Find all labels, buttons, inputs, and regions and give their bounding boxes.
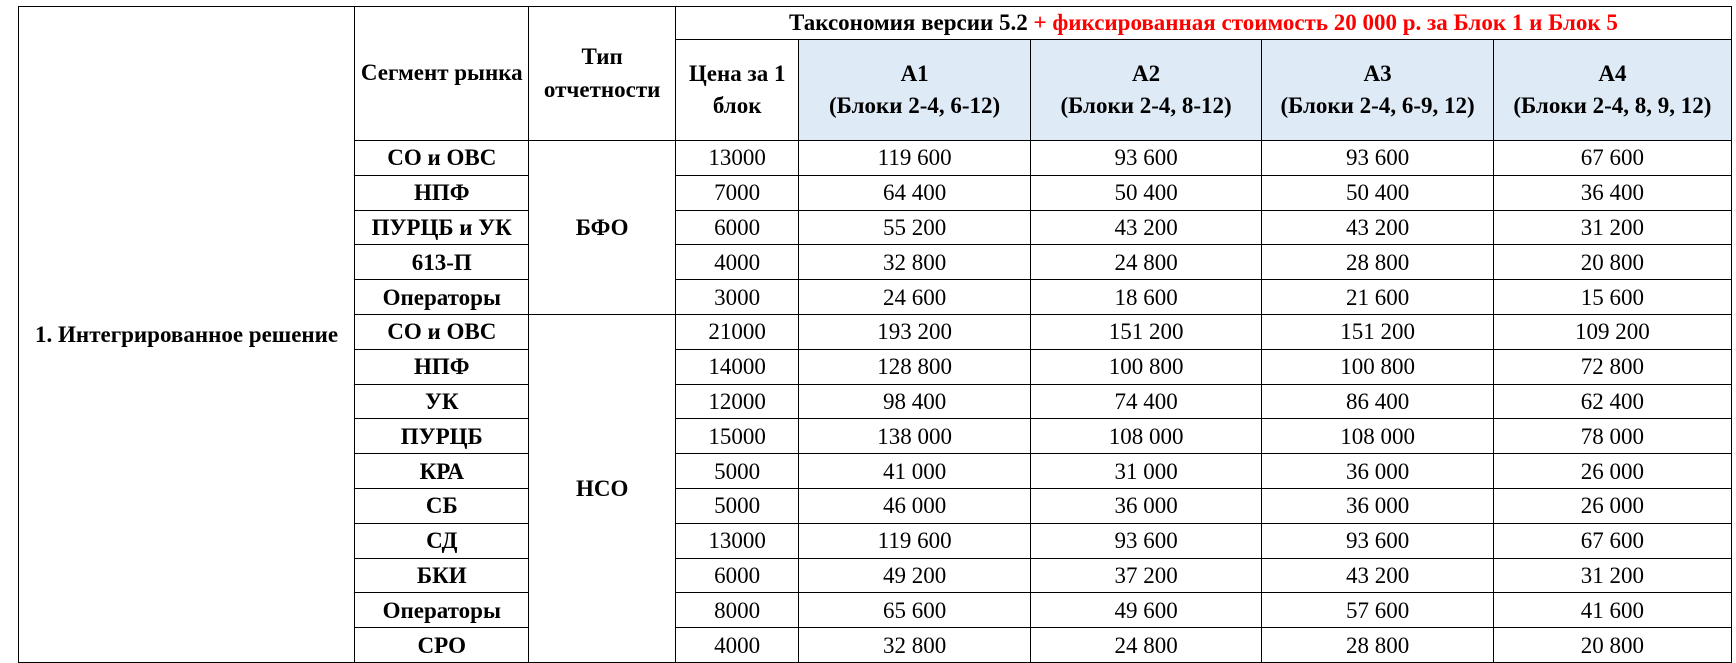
price-cell: 6000 bbox=[675, 210, 798, 245]
segment-cell: Операторы bbox=[355, 593, 529, 628]
segment-cell: НПФ bbox=[355, 175, 529, 210]
tier-blocks: (Блоки 2-4, 8-12) bbox=[1060, 93, 1232, 118]
price-cell: 5000 bbox=[675, 454, 798, 489]
tier-name: А4 bbox=[1598, 60, 1627, 86]
price-per-block-header: Цена за 1 блок bbox=[675, 40, 798, 141]
taxonomy-fixed-cost-note: + фиксированная стоимость 20 000 р. за Блок 1 и Блок 5 bbox=[1027, 10, 1618, 35]
tier-a4-cell: 67 600 bbox=[1493, 523, 1731, 558]
tier-a3-cell: 50 400 bbox=[1262, 175, 1493, 210]
tier-name: А2 bbox=[1132, 60, 1161, 86]
tier-a3-cell: 93 600 bbox=[1262, 141, 1493, 176]
tier-a1-cell: 32 800 bbox=[799, 628, 1030, 663]
tier-a4-cell: 26 000 bbox=[1493, 488, 1731, 523]
segment-cell: СД bbox=[355, 523, 529, 558]
tier-a3-cell: 43 200 bbox=[1262, 210, 1493, 245]
tier-a4-cell: 36 400 bbox=[1493, 175, 1731, 210]
tier-a3-cell: 151 200 bbox=[1262, 314, 1493, 349]
tier-a2-cell: 100 800 bbox=[1030, 349, 1261, 384]
segment-cell: БКИ bbox=[355, 558, 529, 593]
price-cell: 13000 bbox=[675, 523, 798, 558]
pricing-table-container bbox=[18, 6, 1732, 658]
tier-a3-header bbox=[1262, 40, 1493, 141]
tier-a4-cell: 20 800 bbox=[1493, 245, 1731, 280]
price-cell: 8000 bbox=[675, 593, 798, 628]
tier-a1-cell: 98 400 bbox=[799, 384, 1030, 419]
tier-a1-cell: 65 600 bbox=[799, 593, 1030, 628]
tier-a1-cell: 46 000 bbox=[799, 488, 1030, 523]
segment-cell: ПУРЦБ bbox=[355, 419, 529, 454]
tier-a3-cell: 28 800 bbox=[1262, 628, 1493, 663]
tier-a1-cell: 49 200 bbox=[799, 558, 1030, 593]
price-cell: 6000 bbox=[675, 558, 798, 593]
tier-a2-cell: 18 600 bbox=[1030, 280, 1261, 315]
segment-cell: СРО bbox=[355, 628, 529, 663]
tier-a4-cell: 78 000 bbox=[1493, 419, 1731, 454]
tier-a4-cell: 26 000 bbox=[1493, 454, 1731, 489]
tier-a2-cell: 37 200 bbox=[1030, 558, 1261, 593]
tier-a2-cell: 93 600 bbox=[1030, 141, 1261, 176]
price-cell: 21000 bbox=[675, 314, 798, 349]
price-cell: 3000 bbox=[675, 280, 798, 315]
price-cell: 15000 bbox=[675, 419, 798, 454]
tier-blocks: (Блоки 2-4, 6-9, 12) bbox=[1280, 93, 1475, 118]
tier-a3-cell: 36 000 bbox=[1262, 454, 1493, 489]
segment-cell: СБ bbox=[355, 488, 529, 523]
tier-a3-cell: 108 000 bbox=[1262, 419, 1493, 454]
tier-a3-cell: 43 200 bbox=[1262, 558, 1493, 593]
segment-cell: КРА bbox=[355, 454, 529, 489]
tier-a2-cell: 31 000 bbox=[1030, 454, 1261, 489]
tier-blocks: (Блоки 2-4, 6-12) bbox=[829, 93, 1001, 118]
taxonomy-title: Таксономия версии 5.2 bbox=[789, 10, 1028, 35]
tier-a2-cell: 74 400 bbox=[1030, 384, 1261, 419]
tier-a4-cell: 62 400 bbox=[1493, 384, 1731, 419]
tier-a4-cell: 20 800 bbox=[1493, 628, 1731, 663]
price-cell: 4000 bbox=[675, 628, 798, 663]
segment-cell: СО и ОВС bbox=[355, 141, 529, 176]
tier-a3-cell: 100 800 bbox=[1262, 349, 1493, 384]
tier-a4-cell: 41 600 bbox=[1493, 593, 1731, 628]
price-cell: 14000 bbox=[675, 349, 798, 384]
tier-a3-cell: 57 600 bbox=[1262, 593, 1493, 628]
tier-a1-cell: 32 800 bbox=[799, 245, 1030, 280]
tier-a2-cell: 50 400 bbox=[1030, 175, 1261, 210]
price-cell: 4000 bbox=[675, 245, 798, 280]
tier-a2-cell: 36 000 bbox=[1030, 488, 1261, 523]
price-cell: 5000 bbox=[675, 488, 798, 523]
tier-a1-header bbox=[799, 40, 1030, 141]
tier-a4-cell: 67 600 bbox=[1493, 141, 1731, 176]
tier-a3-cell: 28 800 bbox=[1262, 245, 1493, 280]
tier-a2-cell: 108 000 bbox=[1030, 419, 1261, 454]
report-type-cell: НСО bbox=[529, 314, 676, 662]
tier-a2-cell: 24 800 bbox=[1030, 245, 1261, 280]
tier-name: А3 bbox=[1363, 60, 1392, 86]
tier-a1-cell: 119 600 bbox=[799, 523, 1030, 558]
tier-a4-cell: 72 800 bbox=[1493, 349, 1731, 384]
tier-a3-cell: 36 000 bbox=[1262, 488, 1493, 523]
tier-name: А1 bbox=[900, 60, 929, 86]
tier-a4-cell: 109 200 bbox=[1493, 314, 1731, 349]
segment-cell: СО и ОВС bbox=[355, 314, 529, 349]
tier-a1-cell: 41 000 bbox=[799, 454, 1030, 489]
tier-a3-cell: 86 400 bbox=[1262, 384, 1493, 419]
segment-cell: УК bbox=[355, 384, 529, 419]
tier-a2-cell: 93 600 bbox=[1030, 523, 1261, 558]
segment-cell: НПФ bbox=[355, 349, 529, 384]
solution-label: 1. Интегрированное решение bbox=[19, 7, 355, 663]
tier-a1-cell: 128 800 bbox=[799, 349, 1030, 384]
segment-cell: Операторы bbox=[355, 280, 529, 315]
tier-a4-cell: 31 200 bbox=[1493, 558, 1731, 593]
tier-a2-cell: 49 600 bbox=[1030, 593, 1261, 628]
tier-a1-cell: 138 000 bbox=[799, 419, 1030, 454]
tier-blocks: (Блоки 2-4, 8, 9, 12) bbox=[1513, 93, 1712, 118]
tier-a1-cell: 24 600 bbox=[799, 280, 1030, 315]
price-cell: 7000 bbox=[675, 175, 798, 210]
segment-cell: 613-П bbox=[355, 245, 529, 280]
tier-a2-header bbox=[1030, 40, 1261, 141]
tier-a4-cell: 31 200 bbox=[1493, 210, 1731, 245]
market-segment-header: Сегмент рынка bbox=[355, 7, 529, 141]
tier-a4-cell: 15 600 bbox=[1493, 280, 1731, 315]
segment-cell: ПУРЦБ и УК bbox=[355, 210, 529, 245]
tier-a2-cell: 151 200 bbox=[1030, 314, 1261, 349]
price-cell: 13000 bbox=[675, 141, 798, 176]
tier-a2-cell: 43 200 bbox=[1030, 210, 1261, 245]
tier-a1-cell: 193 200 bbox=[799, 314, 1030, 349]
pricing-table bbox=[18, 6, 1732, 663]
tier-a1-cell: 119 600 bbox=[799, 141, 1030, 176]
tier-a2-cell: 24 800 bbox=[1030, 628, 1261, 663]
tier-a1-cell: 64 400 bbox=[799, 175, 1030, 210]
report-type-header: Тип отчетности bbox=[529, 7, 676, 141]
tier-a4-header bbox=[1493, 40, 1731, 141]
taxonomy-header bbox=[675, 7, 1731, 40]
tier-a1-cell: 55 200 bbox=[799, 210, 1030, 245]
price-cell: 12000 bbox=[675, 384, 798, 419]
tier-a3-cell: 93 600 bbox=[1262, 523, 1493, 558]
tier-a3-cell: 21 600 bbox=[1262, 280, 1493, 315]
report-type-cell: БФО bbox=[529, 141, 676, 315]
